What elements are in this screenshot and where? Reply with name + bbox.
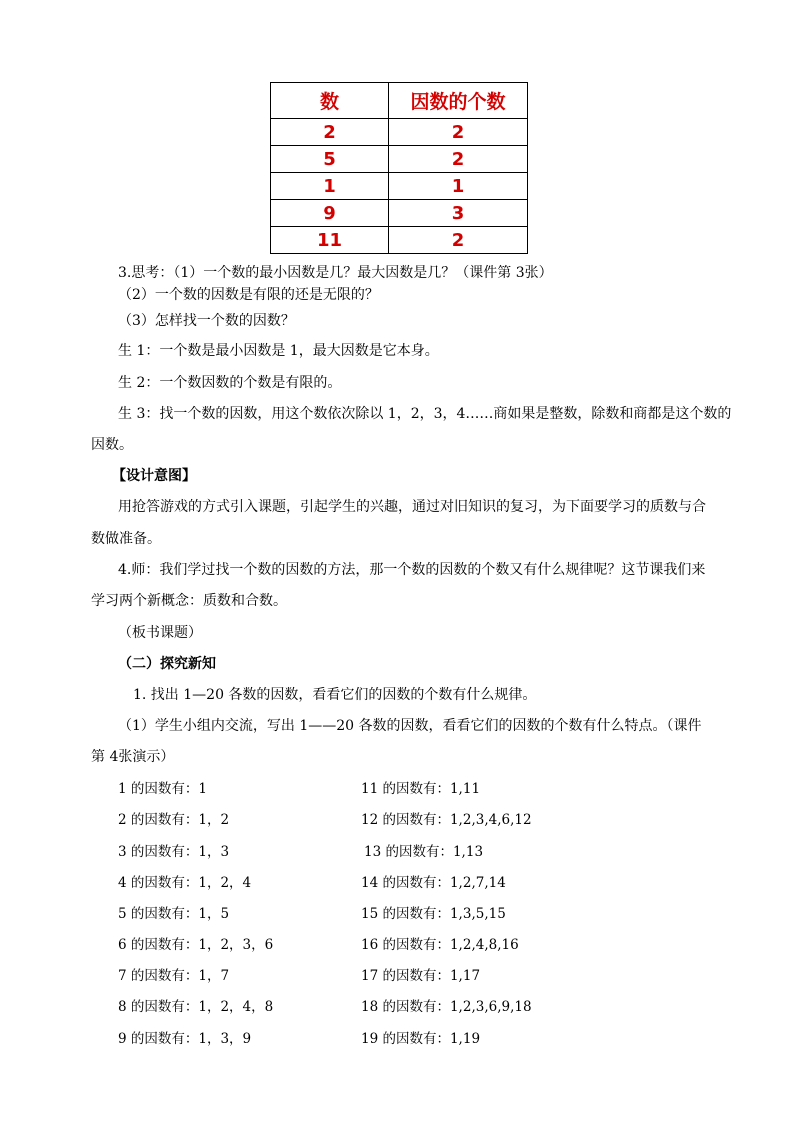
- task-1a-line1: （1）学生小组内交流，写出 1——20 各数的因数，看看它们的因数的个数有什么特点。（课件: [118, 718, 702, 734]
- student-answer-1: 生 1：一个数是最小因数是 1，最大因数是它本身。: [118, 343, 439, 359]
- table-cell: 1: [389, 173, 528, 200]
- table-row: [271, 200, 528, 227]
- factor-count-table: [270, 82, 528, 254]
- factor-item-right: 15 的因数有：1,3,5,15: [361, 906, 506, 922]
- task-1a-line2: 第 4张演示）: [91, 749, 175, 765]
- think-question-3: （3）怎样找一个数的因数？: [118, 313, 295, 329]
- factor-item-right: 12 的因数有：1,2,3,4,6,12: [361, 812, 532, 828]
- factor-item-right: 17 的因数有：1,17: [361, 968, 481, 984]
- table-header-row: [271, 83, 528, 119]
- teacher-line2: 学习两个新概念：质数和合数。: [91, 593, 287, 609]
- factor-item-right: 18 的因数有：1,2,3,6,9,18: [361, 999, 532, 1015]
- table-cell: 5: [271, 146, 389, 173]
- board-title-note: （板书课题）: [118, 625, 202, 641]
- factor-item-left: 3 的因数有：1，3: [118, 844, 230, 860]
- factor-item-right: 14 的因数有：1,2,7,14: [361, 875, 506, 891]
- table-cell: 2: [389, 146, 528, 173]
- factor-item-left: 8 的因数有：1，2，4，8: [118, 999, 274, 1015]
- table-row: [271, 146, 528, 173]
- table-cell: 11: [271, 227, 389, 254]
- student-answer-3-line1: 生 3：找一个数的因数，用这个数依次除以 1，2，3，4……商如果是整数，除数和商都是这个数的: [118, 406, 732, 422]
- factor-item-left: 4 的因数有：1，2，4: [118, 875, 252, 891]
- factor-item-right: 11 的因数有：1,11: [361, 781, 481, 797]
- design-intent-heading: 【设计意图】: [112, 468, 196, 484]
- table-cell: 2: [271, 119, 389, 146]
- table-cell: 1: [271, 173, 389, 200]
- design-intent-line1: 用抢答游戏的方式引入课题，引起学生的兴趣，通过对旧知识的复习，为下面要学习的质数与合: [118, 499, 706, 515]
- student-answer-2: 生 2：一个数因数的个数是有限的。: [118, 375, 342, 391]
- think-question-1: 3.思考：（1）一个数的最小因数是几？最大因数是几？（课件第 3张）: [118, 265, 553, 281]
- table-cell: 9: [271, 200, 389, 227]
- factor-item-left: 6 的因数有：1，2，3，6: [118, 937, 274, 953]
- think-question-2: （2）一个数的因数是有限的还是无限的？: [118, 287, 379, 303]
- factor-item-right: 13 的因数有：1,13: [364, 844, 484, 860]
- factor-item-left: 7 的因数有：1，7: [118, 968, 230, 984]
- factor-item-right: 19 的因数有：1,19: [361, 1031, 481, 1047]
- teacher-line1: 4.师：我们学过找一个数的因数的方法，那一个数的因数的个数又有什么规律呢？这节课我们来: [118, 562, 706, 578]
- table-cell: 2: [389, 119, 528, 146]
- student-answer-3-line2: 因数。: [91, 437, 133, 453]
- table-row: [271, 119, 528, 146]
- table-header-number: 数: [271, 83, 389, 119]
- section-heading-explore: （二）探究新知: [118, 656, 216, 672]
- table-cell: 2: [389, 227, 528, 254]
- table-cell: 3: [389, 200, 528, 227]
- factor-item-left: 9 的因数有：1，3，9: [118, 1031, 252, 1047]
- factor-item-left: 2 的因数有：1，2: [118, 812, 230, 828]
- factor-item-right: 16 的因数有：1,2,4,8,16: [361, 937, 519, 953]
- table-row: [271, 173, 528, 200]
- table-header-factor-count: 因数的个数: [389, 83, 528, 119]
- table-row: [271, 227, 528, 254]
- factor-item-left: 1 的因数有：1: [118, 781, 207, 797]
- design-intent-line2: 数做准备。: [91, 531, 161, 547]
- factor-item-left: 5 的因数有：1，5: [118, 906, 230, 922]
- task-1: 1. 找出 1—20 各数的因数，看看它们的因数的个数有什么规律。: [133, 687, 537, 703]
